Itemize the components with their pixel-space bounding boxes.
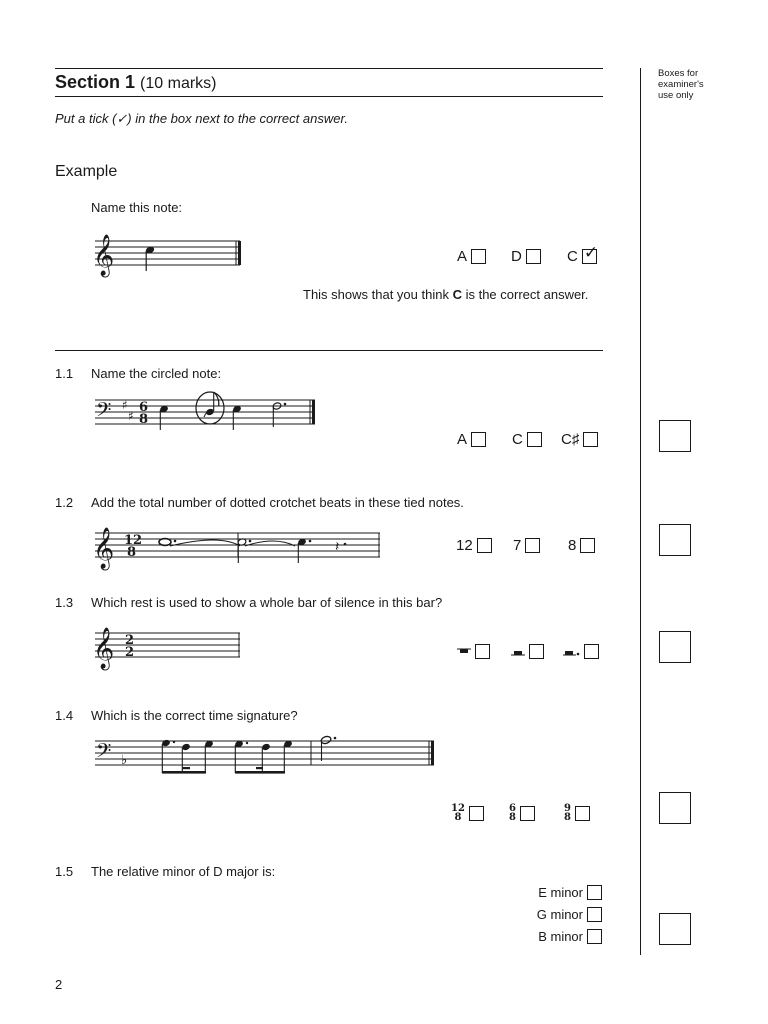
q1-staff xyxy=(93,390,333,440)
q5-number: 1.5 xyxy=(55,864,74,879)
section-top-rule xyxy=(55,68,603,69)
section-title-marks: (10 marks) xyxy=(140,75,217,92)
q3-prompt: Which rest is used to show a whole bar of silence in this bar? xyxy=(91,595,443,610)
q1-option-3: C♯ xyxy=(561,431,598,448)
q2-option-3: 8 xyxy=(568,537,595,554)
q4-option-1: 12 8 xyxy=(451,804,484,822)
flat-icon: ♭ xyxy=(121,753,128,768)
instruction-text: Put a tick (✓) in the box next to the correct answer. xyxy=(55,111,348,126)
semibreve-rest-icon xyxy=(457,646,471,658)
q4-number: 1.4 xyxy=(55,708,74,723)
q3-answer-box-3[interactable] xyxy=(584,644,599,659)
q5-option-2: G minor xyxy=(537,907,602,922)
treble-clef-icon: 𝄞 xyxy=(93,235,115,276)
q2-answer-box-1[interactable] xyxy=(477,538,492,553)
minim-rest-icon xyxy=(511,646,525,658)
q1-answer-box-1[interactable] xyxy=(471,432,486,447)
example-option-c: C ✓ xyxy=(567,243,599,265)
q2-prompt: Add the total number of dotted crotchet beats in these tied notes. xyxy=(91,495,464,510)
example-answer-box-c[interactable] xyxy=(582,243,599,264)
svg-text:12: 12 xyxy=(124,533,143,548)
q4-answer-box-3[interactable] xyxy=(575,806,590,821)
q5-option-3: B minor xyxy=(538,929,602,944)
sharp-icon: ♯ xyxy=(122,398,128,412)
sharp-icon: ♯ xyxy=(128,409,134,423)
section-title-bold: Section 1 xyxy=(55,72,136,92)
q5-answer-box-2[interactable] xyxy=(587,907,602,922)
example-option-a: A xyxy=(457,248,486,265)
example-staff xyxy=(90,225,250,285)
svg-text:6: 6 xyxy=(139,400,149,415)
q1-prompt: Name the circled note: xyxy=(91,366,222,381)
q2-option-1: 12 xyxy=(456,537,492,554)
q2-number: 1.2 xyxy=(55,495,74,510)
q1-option-1: A xyxy=(457,431,486,448)
q4-answer-box-1[interactable] xyxy=(469,806,484,821)
crotchet-rest-icon: 𝄽 xyxy=(335,539,340,555)
q3-answer-box-2[interactable] xyxy=(529,644,544,659)
svg-text:8: 8 xyxy=(139,412,149,427)
bass-clef-icon: 𝄢 xyxy=(96,398,112,426)
q2-examiner-box[interactable] xyxy=(659,524,691,556)
q5-prompt: The relative minor of D major is: xyxy=(91,864,276,879)
q4-answer-box-2[interactable] xyxy=(520,806,535,821)
example-divider xyxy=(55,350,603,351)
dotted-minim-rest-icon xyxy=(563,646,580,658)
q4-prompt: Which is the correct time signature? xyxy=(91,708,298,723)
q1-answer-box-3[interactable] xyxy=(583,432,598,447)
page-number: 2 xyxy=(55,977,63,992)
q3-staff xyxy=(90,625,250,675)
q3-option-2 xyxy=(511,644,544,659)
q5-option-1: E minor xyxy=(538,885,602,900)
q3-examiner-box[interactable] xyxy=(659,631,691,663)
q3-option-1 xyxy=(457,644,490,659)
treble-clef-icon: 𝄞 xyxy=(93,528,115,569)
tick-icon: ✓ xyxy=(583,243,599,262)
example-answer-box-d[interactable] xyxy=(526,249,541,264)
bass-clef-icon: 𝄢 xyxy=(96,739,112,767)
q2-staff xyxy=(90,525,390,575)
q5-answer-box-1[interactable] xyxy=(587,885,602,900)
q2-answer-box-2[interactable] xyxy=(525,538,540,553)
example-explanation: This shows that you think C is the correct answer. xyxy=(303,287,589,302)
q4-examiner-box[interactable] xyxy=(659,792,691,824)
example-heading: Example xyxy=(55,163,118,180)
q1-examiner-box[interactable] xyxy=(659,420,691,452)
q1-answer-box-2[interactable] xyxy=(527,432,542,447)
section-title xyxy=(55,72,217,93)
q3-option-3 xyxy=(563,644,599,659)
svg-text:2: 2 xyxy=(125,633,135,648)
q4-option-3: 9 8 xyxy=(564,804,590,822)
treble-clef-icon: 𝄞 xyxy=(93,628,115,669)
circled-note-ring xyxy=(196,392,224,424)
svg-text:2: 2 xyxy=(125,645,135,660)
example-prompt: Name this note: xyxy=(91,200,183,215)
q5-examiner-box[interactable] xyxy=(659,913,691,945)
q2-option-2: 7 xyxy=(513,537,540,554)
examiner-column-divider xyxy=(640,68,641,955)
q4-staff xyxy=(93,733,443,783)
example-answer-box-a[interactable] xyxy=(471,249,486,264)
q3-answer-box-1[interactable] xyxy=(475,644,490,659)
q4-option-2: 6 8 xyxy=(509,804,535,822)
example-option-d: D xyxy=(511,248,541,265)
section-bottom-rule xyxy=(55,96,603,97)
q5-answer-box-3[interactable] xyxy=(587,929,602,944)
examiner-label: Boxes for examiner's use only xyxy=(658,68,704,101)
svg-text:8: 8 xyxy=(127,545,137,560)
q2-answer-box-3[interactable] xyxy=(580,538,595,553)
q3-number: 1.3 xyxy=(55,595,74,610)
q1-option-2: C xyxy=(512,431,542,448)
q1-number: 1.1 xyxy=(55,366,74,381)
